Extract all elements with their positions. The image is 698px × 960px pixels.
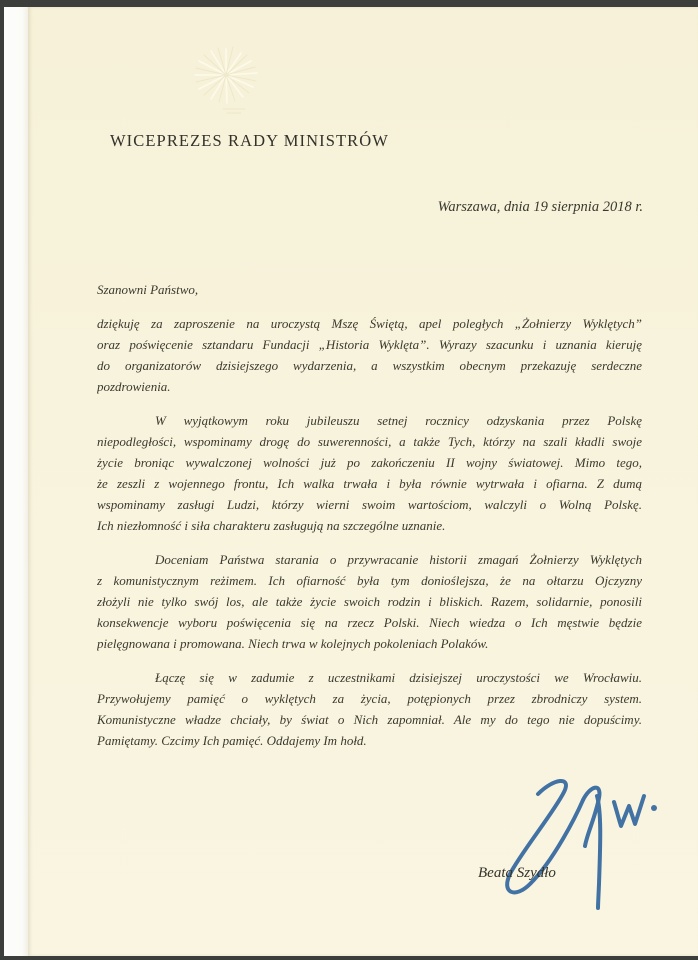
letter-line: oraz poświęcenie sztandaru Fundacji „Historia Wyklęta”. Wyrazy szacunku i uznania kieruję <box>97 337 642 352</box>
dateline: Warszawa, dnia 19 sierpnia 2018 r. <box>437 199 643 215</box>
letter-line: Przywołujemy pamięć o wyklętych za życia, potępionych przez zbrodniczy system. <box>97 691 642 706</box>
letter-line: niepodległości, wspominamy drogę do suwerenności, a także Tych, którzy na szali kładli swoje <box>97 434 642 449</box>
paragraph <box>97 667 642 751</box>
signature <box>498 772 670 912</box>
paragraph <box>97 410 642 536</box>
salutation: Szanowni Państwo, <box>97 282 199 297</box>
letter-line: złożyli nie tylko swój los, ale także życie swoich rodzin i bliskich. Razem, solidarnie, ponosili <box>97 594 642 609</box>
letter-page <box>28 7 698 956</box>
letter-line: konsekwencje wyboru poświęcenia się na rzecz Polski. Niech wiedza o Ich męstwie będzie <box>97 615 642 630</box>
letter-line: wspominamy zasługi Ludzi, którzy wierni swoim wartościom, walczyli o Wolną Polskę. <box>97 497 642 512</box>
letter-line: z komunistycznym reżimem. Ich ofiarność była tym donioślejsza, że na ołtarzu Ojczyzny <box>97 573 642 588</box>
signature-dot <box>651 805 657 811</box>
letter-line: Ich niezłomność i siła charakteru zasługują na szczególne uznanie. <box>97 518 446 533</box>
letter-line: życie broniąc wywalczonej wolności już po zakończeniu II wojny światowej. Mimo tego, <box>97 455 642 470</box>
paragraph <box>97 313 642 397</box>
letter-line: pielęgnowana i promowana. Niech trwa w kolejnych pokoleniach Polaków. <box>97 636 489 651</box>
letter-paragraphs <box>97 313 642 751</box>
letterhead-title: WICEPREZES RADY MINISTRÓW <box>110 131 389 150</box>
letter-line: do organizatorów dzisiejszego wydarzenia, a wszystkim obecnym przekazuję serdeczne <box>97 358 642 373</box>
letter-line: W wyjątkowym roku jubileuszu setnej rocznicy odzyskania przez Polskę <box>155 413 642 428</box>
letter-line: Łączę się w zadumie z uczestnikami dzisiejszej uroczystości we Wrocławiu. <box>155 670 642 685</box>
eagle-emblem <box>183 43 269 117</box>
paragraph <box>97 549 642 654</box>
letter-line: pozdrowienia. <box>97 379 171 394</box>
letter-body <box>97 279 642 751</box>
letter-line: że zeszli z wojennego frontu, Ich walka trwała i była równie wytrwała i ofiarna. Z dumą <box>97 476 642 491</box>
signer-name: Beata Szydło <box>478 865 556 881</box>
letter-line: Pamiętamy. Czcimy Ich pamięć. Oddajemy Im hołd. <box>97 733 367 748</box>
letter-line: Komunistyczne władze chciały, by świat o Nich zapomniał. Ale my do tego nie dopuścimy. <box>97 712 642 727</box>
scan-edge-strip <box>4 7 30 956</box>
letter-line: dziękuję za zaproszenie na uroczystą Mszę Świętą, apel poległych „Żołnierzy Wyklętych” <box>97 316 642 331</box>
letter-line: Doceniam Państwa starania o przywracanie historii zmagań Żołnierzy Wyklętych <box>155 552 642 567</box>
